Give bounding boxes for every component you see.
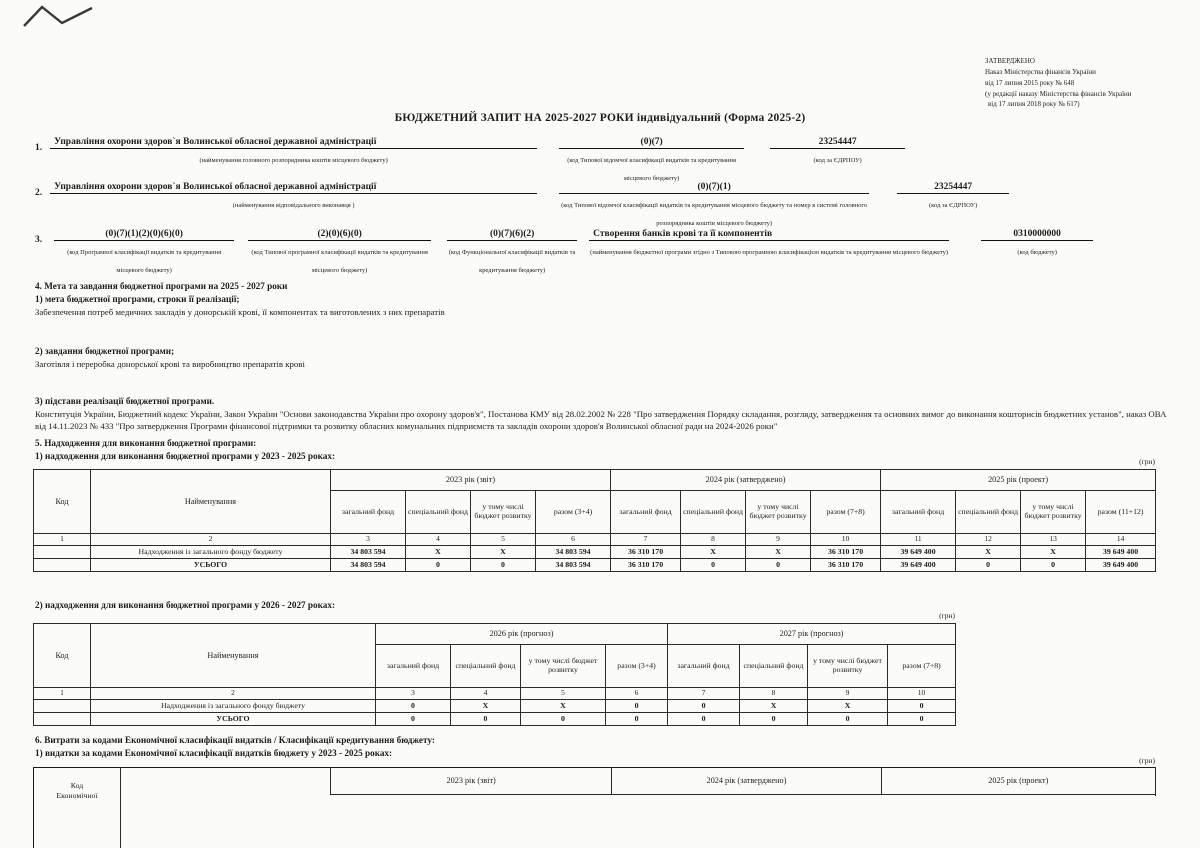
column-header: разом (7+8)	[811, 491, 881, 534]
field-responsible-executor	[50, 182, 537, 212]
year-group-header: 2027 рік (прогноз)	[668, 624, 956, 645]
table-cell: 34 803 594	[536, 559, 611, 572]
table-row	[34, 700, 956, 713]
field-caption: (код за ЄДРПОУ)	[813, 157, 862, 164]
approval-block	[985, 56, 1200, 110]
field-typical-program-code	[248, 229, 431, 277]
column-number: 9	[746, 534, 811, 546]
table-expenses-year-band	[330, 767, 1156, 795]
column-header: у тому числі бюджет розвитку	[746, 491, 811, 534]
table-cell: 0	[376, 713, 451, 726]
field-value: Управління охорони здоров`я Волинської обласної державної адміністрації	[50, 182, 537, 194]
column-header: загальний фонд	[881, 491, 956, 534]
table-row-total	[34, 713, 956, 726]
field-functional-code	[447, 229, 577, 277]
year-group-header: 2023 рік (звіт)	[331, 470, 611, 491]
table-cell: 39 649 400	[1086, 546, 1156, 559]
table-cell: 0	[521, 713, 606, 726]
column-number: 6	[536, 534, 611, 546]
table-receipts-2026-2027	[33, 623, 956, 726]
column-number: 13	[1021, 534, 1086, 546]
table-cell: X	[406, 546, 471, 559]
section-5-sub-2: 2) надходження для виконання бюджетної програми у 2026 - 2027 роках:	[35, 600, 336, 610]
approval-line: (у редакції наказу Міністерства фінансів України	[985, 89, 1132, 98]
table-cell: X	[956, 546, 1021, 559]
table-cell: 34 803 594	[331, 559, 406, 572]
approval-line: від 17 липня 2015 року № 648	[985, 78, 1075, 87]
form-line-1	[35, 137, 905, 185]
currency-unit-label: (грн)	[1139, 457, 1155, 466]
column-header: у тому числі бюджет розвитку	[808, 645, 888, 688]
column-number: 9	[808, 688, 888, 700]
column-header: у тому числі бюджет розвитку	[471, 491, 536, 534]
column-number: 8	[681, 534, 746, 546]
column-number: 4	[451, 688, 521, 700]
table-cell: X	[1021, 546, 1086, 559]
field-value: 23254447	[897, 182, 1009, 194]
column-header: разом (3+4)	[536, 491, 611, 534]
section-4-sub-3: 3) підстави реалізації бюджетної програми.	[35, 396, 215, 407]
column-header: разом (7+8)	[888, 645, 956, 688]
field-program-code	[54, 229, 234, 277]
table-cell: 34 803 594	[331, 546, 406, 559]
section-4-text-2: Заготівля і переробка донорської крові та виробництво препаратів крові	[35, 358, 305, 369]
field-type-code	[559, 137, 744, 185]
table-receipts-2023-2025	[33, 469, 1156, 572]
page-title: БЮДЖЕТНИЙ ЗАПИТ НА 2025-2027 РОКИ індивідуальний (Форма 2025-2)	[394, 112, 806, 124]
field-caption: (найменування бюджетної програми згідно з Типовою програмною класифікацією видатків та кредитування місцевого бюджету)	[590, 249, 949, 256]
table-cell: 0	[808, 713, 888, 726]
table-row	[34, 546, 1156, 559]
field-caption: (код Типової відомчої класифікації видатків та кредитування місцевого бюджету та номер в системі головного розпорядника коштів місцевого бюджету)	[561, 202, 868, 227]
approval-line: Наказ Міністерства фінансів України	[985, 67, 1096, 76]
scan-scribble-mark	[20, 2, 100, 32]
table-cell: 0	[956, 559, 1021, 572]
column-header-name: Найменування	[91, 470, 331, 534]
column-number: 2	[91, 534, 331, 546]
table-cell: 0	[451, 713, 521, 726]
column-number: 12	[956, 534, 1021, 546]
table-cell: 0	[376, 700, 451, 713]
field-program-name	[589, 229, 949, 259]
line-number: 2.	[35, 188, 43, 198]
section-5-heading: 5. Надходження для виконання бюджетної програми:	[35, 438, 257, 448]
table-cell: X	[451, 700, 521, 713]
column-header: загальний фонд	[376, 645, 451, 688]
table-cell-name: УСЬОГО	[91, 559, 331, 572]
column-number: 4	[406, 534, 471, 546]
approval-line: від 17 липня 2018 року № 617)	[988, 100, 1080, 109]
column-number: 14	[1086, 534, 1156, 546]
field-caption: (код Програмної класифікації видатків та кредитування місцевого бюджету)	[67, 249, 222, 274]
column-number: 11	[881, 534, 956, 546]
column-number: 5	[471, 534, 536, 546]
kod-header-line: Економічної	[56, 791, 98, 801]
column-number: 5	[521, 688, 606, 700]
section-5-sub-1: 1) надходження для виконання бюджетної програми у 2023 - 2025 роках:	[35, 450, 336, 461]
table-cell: 39 649 400	[1086, 559, 1156, 572]
table-cell-name: Надходження із загального фонду бюджету	[91, 700, 376, 713]
column-number: 7	[611, 534, 681, 546]
column-header: разом (3+4)	[606, 645, 668, 688]
table-cell: 36 310 170	[811, 559, 881, 572]
section-4-sub-2: 2) завдання бюджетної програми;	[35, 346, 175, 357]
column-header-kod: Код	[34, 470, 91, 534]
column-number: 10	[888, 688, 956, 700]
table-cell: 36 310 170	[611, 546, 681, 559]
field-caption: (код Типової програмної класифікації видатків та кредитування місцевого бюджету)	[251, 249, 428, 274]
currency-unit-label: (грн)	[939, 611, 955, 620]
column-header: загальний фонд	[611, 491, 681, 534]
form-line-3	[35, 229, 1093, 277]
table-cell: 0	[406, 559, 471, 572]
approval-line: ЗАТВЕРДЖЕНО	[985, 57, 1035, 65]
table-cell: 0	[471, 559, 536, 572]
table-cell: X	[740, 700, 808, 713]
field-caption: (найменування відповідального виконавця )	[232, 202, 355, 209]
year-group-header: 2025 рік (проект)	[881, 470, 1156, 491]
table-cell-name: УСЬОГО	[91, 713, 376, 726]
field-budget-code	[981, 229, 1093, 259]
table-cell: X	[746, 546, 811, 559]
year-group-header: 2026 рік (прогноз)	[376, 624, 668, 645]
field-caption: (код Типової відомчої класифікації видатків та кредитування місцевого бюджету)	[567, 157, 736, 182]
field-caption: (код бюджету)	[1017, 249, 1057, 256]
table-cell-name: Надходження із загального фонду бюджету	[91, 546, 331, 559]
field-value: (2)(0)(6)(0)	[248, 229, 431, 241]
table-cell: X	[808, 700, 888, 713]
field-edrpou	[897, 182, 1009, 212]
section-4-sub-1: 1) мета бюджетної програми, строки її реалізації;	[35, 293, 240, 304]
field-caption: (найменування головного розпорядника коштів місцевого бюджету)	[199, 157, 388, 164]
table-cell-kod	[34, 546, 91, 559]
year-group-header: 2023 рік (звіт)	[446, 776, 496, 785]
column-number: 7	[668, 688, 740, 700]
column-header: спеціальний фонд	[740, 645, 808, 688]
field-value: (0)(7)(1)(2)(0)(6)(0)	[54, 229, 234, 241]
column-header-kod: Код	[34, 624, 91, 688]
field-edrpou	[770, 137, 905, 167]
column-header: загальний фонд	[331, 491, 406, 534]
kod-header-line: Код	[70, 781, 84, 790]
table-cell-kod	[34, 713, 91, 726]
field-main-administrator	[50, 137, 537, 167]
table-cell: X	[681, 546, 746, 559]
column-header: разом (11+12)	[1086, 491, 1156, 534]
column-header: спеціальний фонд	[451, 645, 521, 688]
column-header: спеціальний фонд	[956, 491, 1021, 534]
column-header: спеціальний фонд	[406, 491, 471, 534]
table-cell: 39 649 400	[881, 559, 956, 572]
section-4	[35, 280, 1175, 433]
table-cell: 0	[681, 559, 746, 572]
column-header-name: Найменування	[91, 624, 376, 688]
column-number: 6	[606, 688, 668, 700]
field-value: Створення банків крові та її компонентів	[589, 229, 949, 241]
section-4-text-3: Конституція України, Бюджетний кодекс України, Закон України "Основи законодавства України про охорону здоров'я", Постанова КМУ від 28.02.2002 № 228 "Про затвердження Порядку складання, розгляду, затвердження та основних вимог до виконання кошторисів бюджетних установ", наказ ОВА від 14.11.2023 № 433 "Про затвердження Програми фінансової підтримки та розвитку обласних комунальних підприємств та закладів охорони здоров'я Волинської обласної ради на 2024-2026 роки"	[35, 409, 1167, 432]
field-value: Управління охорони здоров`я Волинської обласної державної адміністрації	[50, 137, 537, 149]
table-cell: 0	[668, 700, 740, 713]
column-number: 1	[34, 688, 91, 700]
table-cell: 0	[746, 559, 811, 572]
table-cell: 0	[668, 713, 740, 726]
column-number: 3	[376, 688, 451, 700]
field-type-code	[559, 182, 869, 230]
table-cell: 34 803 594	[536, 546, 611, 559]
table-cell: X	[521, 700, 606, 713]
column-header: спеціальний фонд	[681, 491, 746, 534]
table-cell: 0	[606, 700, 668, 713]
table-expenses-kod-header	[33, 767, 121, 848]
table-cell: 0	[888, 700, 956, 713]
section-4-text-1: Забезпечення потреб медичних закладів у донорській крові, її компонентах та виготовлених з них препаратів	[35, 306, 445, 317]
column-number: 8	[740, 688, 808, 700]
table-cell: X	[471, 546, 536, 559]
column-number: 1	[34, 534, 91, 546]
currency-unit-label: (грн)	[1139, 756, 1155, 765]
table-cell-kod	[34, 700, 91, 713]
form-line-2	[35, 182, 1009, 230]
field-value: 23254447	[770, 137, 905, 149]
section-5-sub-2-wrap	[35, 599, 935, 612]
field-caption: (код за ЄДРПОУ)	[929, 202, 978, 209]
table-cell: 0	[888, 713, 956, 726]
table-cell: 0	[1021, 559, 1086, 572]
table-cell: 36 310 170	[811, 546, 881, 559]
line-number: 1.	[35, 143, 43, 153]
table-cell: 0	[606, 713, 668, 726]
column-number: 10	[811, 534, 881, 546]
section-6-sub-1: 1) видатки за кодами Економічної класифікації видатків бюджету у 2023 - 2025 роках:	[35, 747, 393, 758]
column-header: у тому числі бюджет розвитку	[1021, 491, 1086, 534]
table-row-total	[34, 559, 1156, 572]
table-cell: 39 649 400	[881, 546, 956, 559]
field-caption: (код Функціональної класифікації видатків та кредитування бюджету)	[448, 249, 576, 274]
table-cell: 0	[740, 713, 808, 726]
column-header: у тому числі бюджет розвитку	[521, 645, 606, 688]
section-4-heading: 4. Мета та завдання бюджетної програми на 2025 - 2027 роки	[35, 281, 288, 291]
field-value: (0)(7)	[559, 137, 744, 149]
section-6-heading: 6. Витрати за кодами Економічної класифікації видатків / Класифікації кредитування бюджету:	[35, 735, 435, 745]
column-header: загальний фонд	[668, 645, 740, 688]
table-cell: 36 310 170	[611, 559, 681, 572]
field-value: (0)(7)(6)(2)	[447, 229, 577, 241]
year-group-header: 2025 рік (проект)	[881, 767, 1155, 794]
column-number: 2	[91, 688, 376, 700]
table-cell-kod	[34, 559, 91, 572]
column-number: 3	[331, 534, 406, 546]
year-group-header: 2024 рік (затверджено)	[611, 470, 881, 491]
line-number: 3.	[35, 235, 43, 245]
field-value: 0310000000	[981, 229, 1093, 241]
field-value: (0)(7)(1)	[559, 182, 869, 194]
year-group-header: 2024 рік (затверджено)	[611, 767, 880, 794]
